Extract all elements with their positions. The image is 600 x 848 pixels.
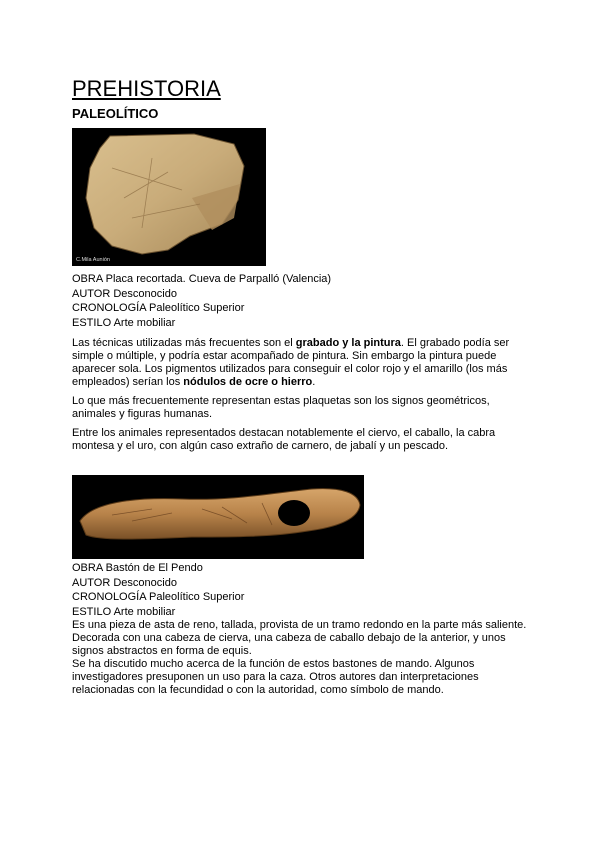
section-subtitle: PALEOLÍTICO [72,106,159,121]
cronologia-line: CRONOLOGÍA Paleolítico Superior [72,302,245,314]
estilo-line-2: ESTILO Arte mobiliar [72,605,176,618]
cronologia-line-2: CRONOLOGÍA Paleolítico Superior [72,591,245,603]
page-title: PREHISTORIA [72,76,221,101]
paragraph-tecnicas: Las técnicas utilizadas más frecuentes son el grabado y la pintura. El grabado podía ser simple o múltiple, y podría estar acompañado de pintura. Sin embargo la pintura puede aparecer sola. Los pigmentos utilizados para conseguir el color rojo y el amarillo (los más empleados) serían los nódulos de ocre o hierro. [72,337,510,388]
paragraph-funcion-baston: Se ha discutido mucho acerca de la función de estos bastones de mando. Algunos investigadores presuponen un uso para la caza. Otros autores dan interpretaciones relacionadas con la fecundidad o con la autoridad, como símbolo de mando. [72,658,479,696]
document-page [72,76,532,697]
baston-photo [72,475,364,559]
obra-line: OBRA Placa recortada. Cueva de Parpalló (Valencia) [72,273,332,285]
baton-hole [278,500,310,526]
plaqueta-photo [72,128,266,266]
autor-line: AUTOR Desconocido [72,287,177,300]
obra-line-2: OBRA Bastón de El Pendo [72,562,203,574]
paragraph-descripcion-baston: Es una pieza de asta de reno, tallada, provista de un tramo redondo en la parte más saliente. Decorada con una cabeza de cierva, una cabeza de caballo debajo de la anterior, y unos signos abstractos en forma de equis. [72,619,527,657]
paragraph-representaciones: Lo que más frecuentemente representan estas plaquetas son los signos geométricos, animales y figuras humanas. [72,395,490,420]
autor-line-2: AUTOR Desconocido [72,576,177,589]
paragraph-animales: Entre los animales representados destacan notablemente el ciervo, el caballo, la cabra montesa y el uro, con algún caso extraño de carnero, de jabalí y un pescado. [72,427,496,452]
estilo-line: ESTILO Arte mobiliar [72,316,176,329]
photo-watermark: C.Mila Aunión [76,257,110,263]
